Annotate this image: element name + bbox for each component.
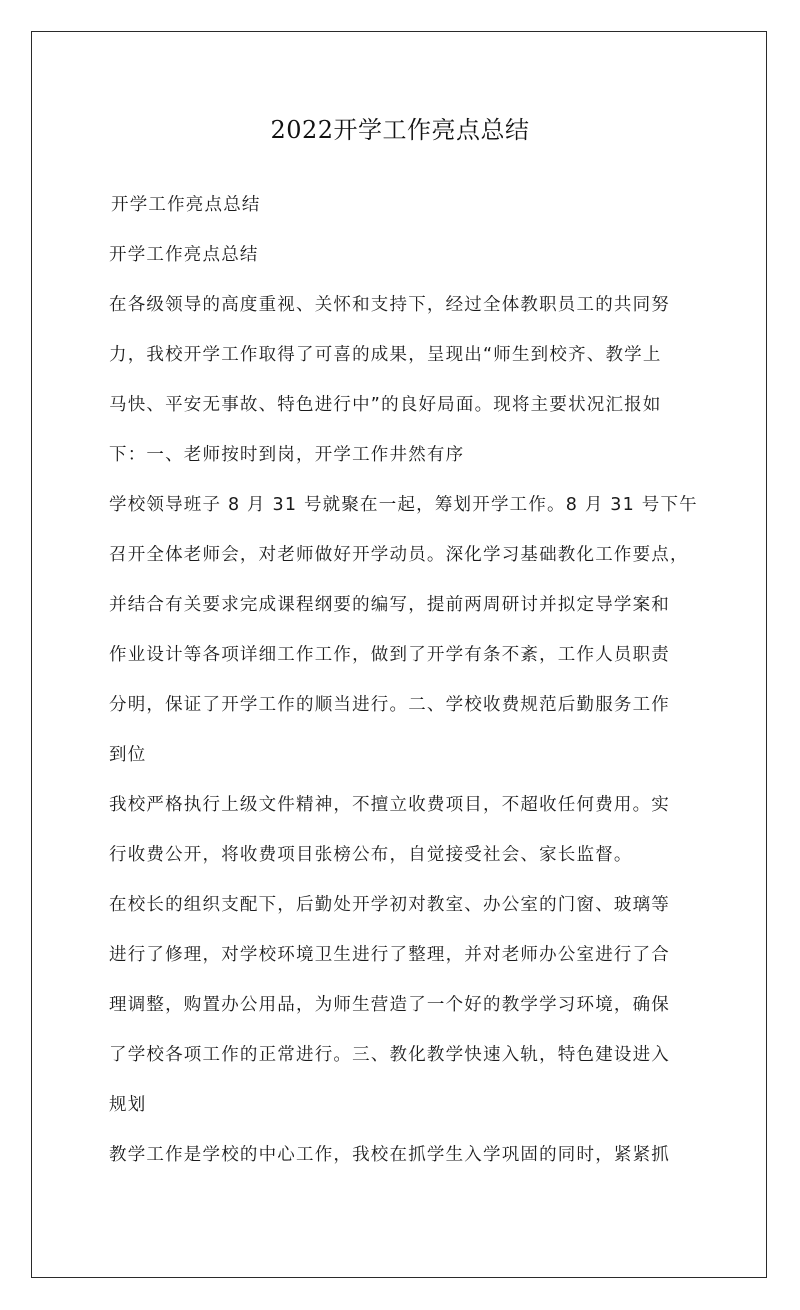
body-text-line: 教学工作是学校的中心工作，我校在抓学生入学巩固的同时，紧紧抓 [109,1145,670,1165]
body-text-line: 召开全体老师会，对老师做好开学动员。深化学习基础教化工作要点， [109,545,689,565]
body-text-line: 分明，保证了开学工作的顺当进行。二、学校收费规范后勤服务工作 [109,695,670,715]
body-text-line: 下：一、老师按时到岗，开学工作井然有序 [109,445,465,465]
body-text-line: 力，我校开学工作取得了可喜的成果，呈现出“师生到校齐、教学上 [109,345,662,365]
body-text-line: 并结合有关要求完成课程纲要的编写，提前两周研讨并拟定导学案和 [109,595,670,615]
body-text-line: 进行了修理，对学校环境卫生进行了整理，并对老师办公室进行了合 [109,945,670,965]
body-text-line: 作业设计等各项详细工作工作，做到了开学有条不紊，工作人员职责 [109,645,670,665]
body-text-line: 学校领导班子 8 月 31 号就聚在一起，筹划开学工作。8 月 31 号下午 [109,495,698,515]
body-text-line: 在校长的组织支配下，后勤处开学初对教室、办公室的门窗、玻璃等 [109,895,670,915]
body-text-line: 行收费公开，将收费项目张榜公布，自觉接受社会、家长监督。 [109,845,633,865]
body-text-line: 马快、平安无事故、特色进行中”的良好局面。现将主要状况汇报如 [109,395,662,415]
document-title: 2022开学工作亮点总结 [270,116,530,144]
body-text-line: 到位 [109,745,147,765]
subtitle-line: 开学工作亮点总结 [111,195,261,215]
body-text-line: 了学校各项工作的正常进行。三、教化教学快速入轨，特色建设进入 [109,1045,670,1065]
body-text-line: 理调整，购置办公用品，为师生营造了一个好的教学学习环境，确保 [109,995,670,1015]
subtitle-line: 开学工作亮点总结 [109,245,259,265]
body-text-line: 规划 [109,1095,147,1115]
body-text-line: 我校严格执行上级文件精神，不擅立收费项目，不超收任何费用。实 [109,795,670,815]
body-text-line: 在各级领导的高度重视、关怀和支持下，经过全体教职员工的共同努 [109,295,670,315]
